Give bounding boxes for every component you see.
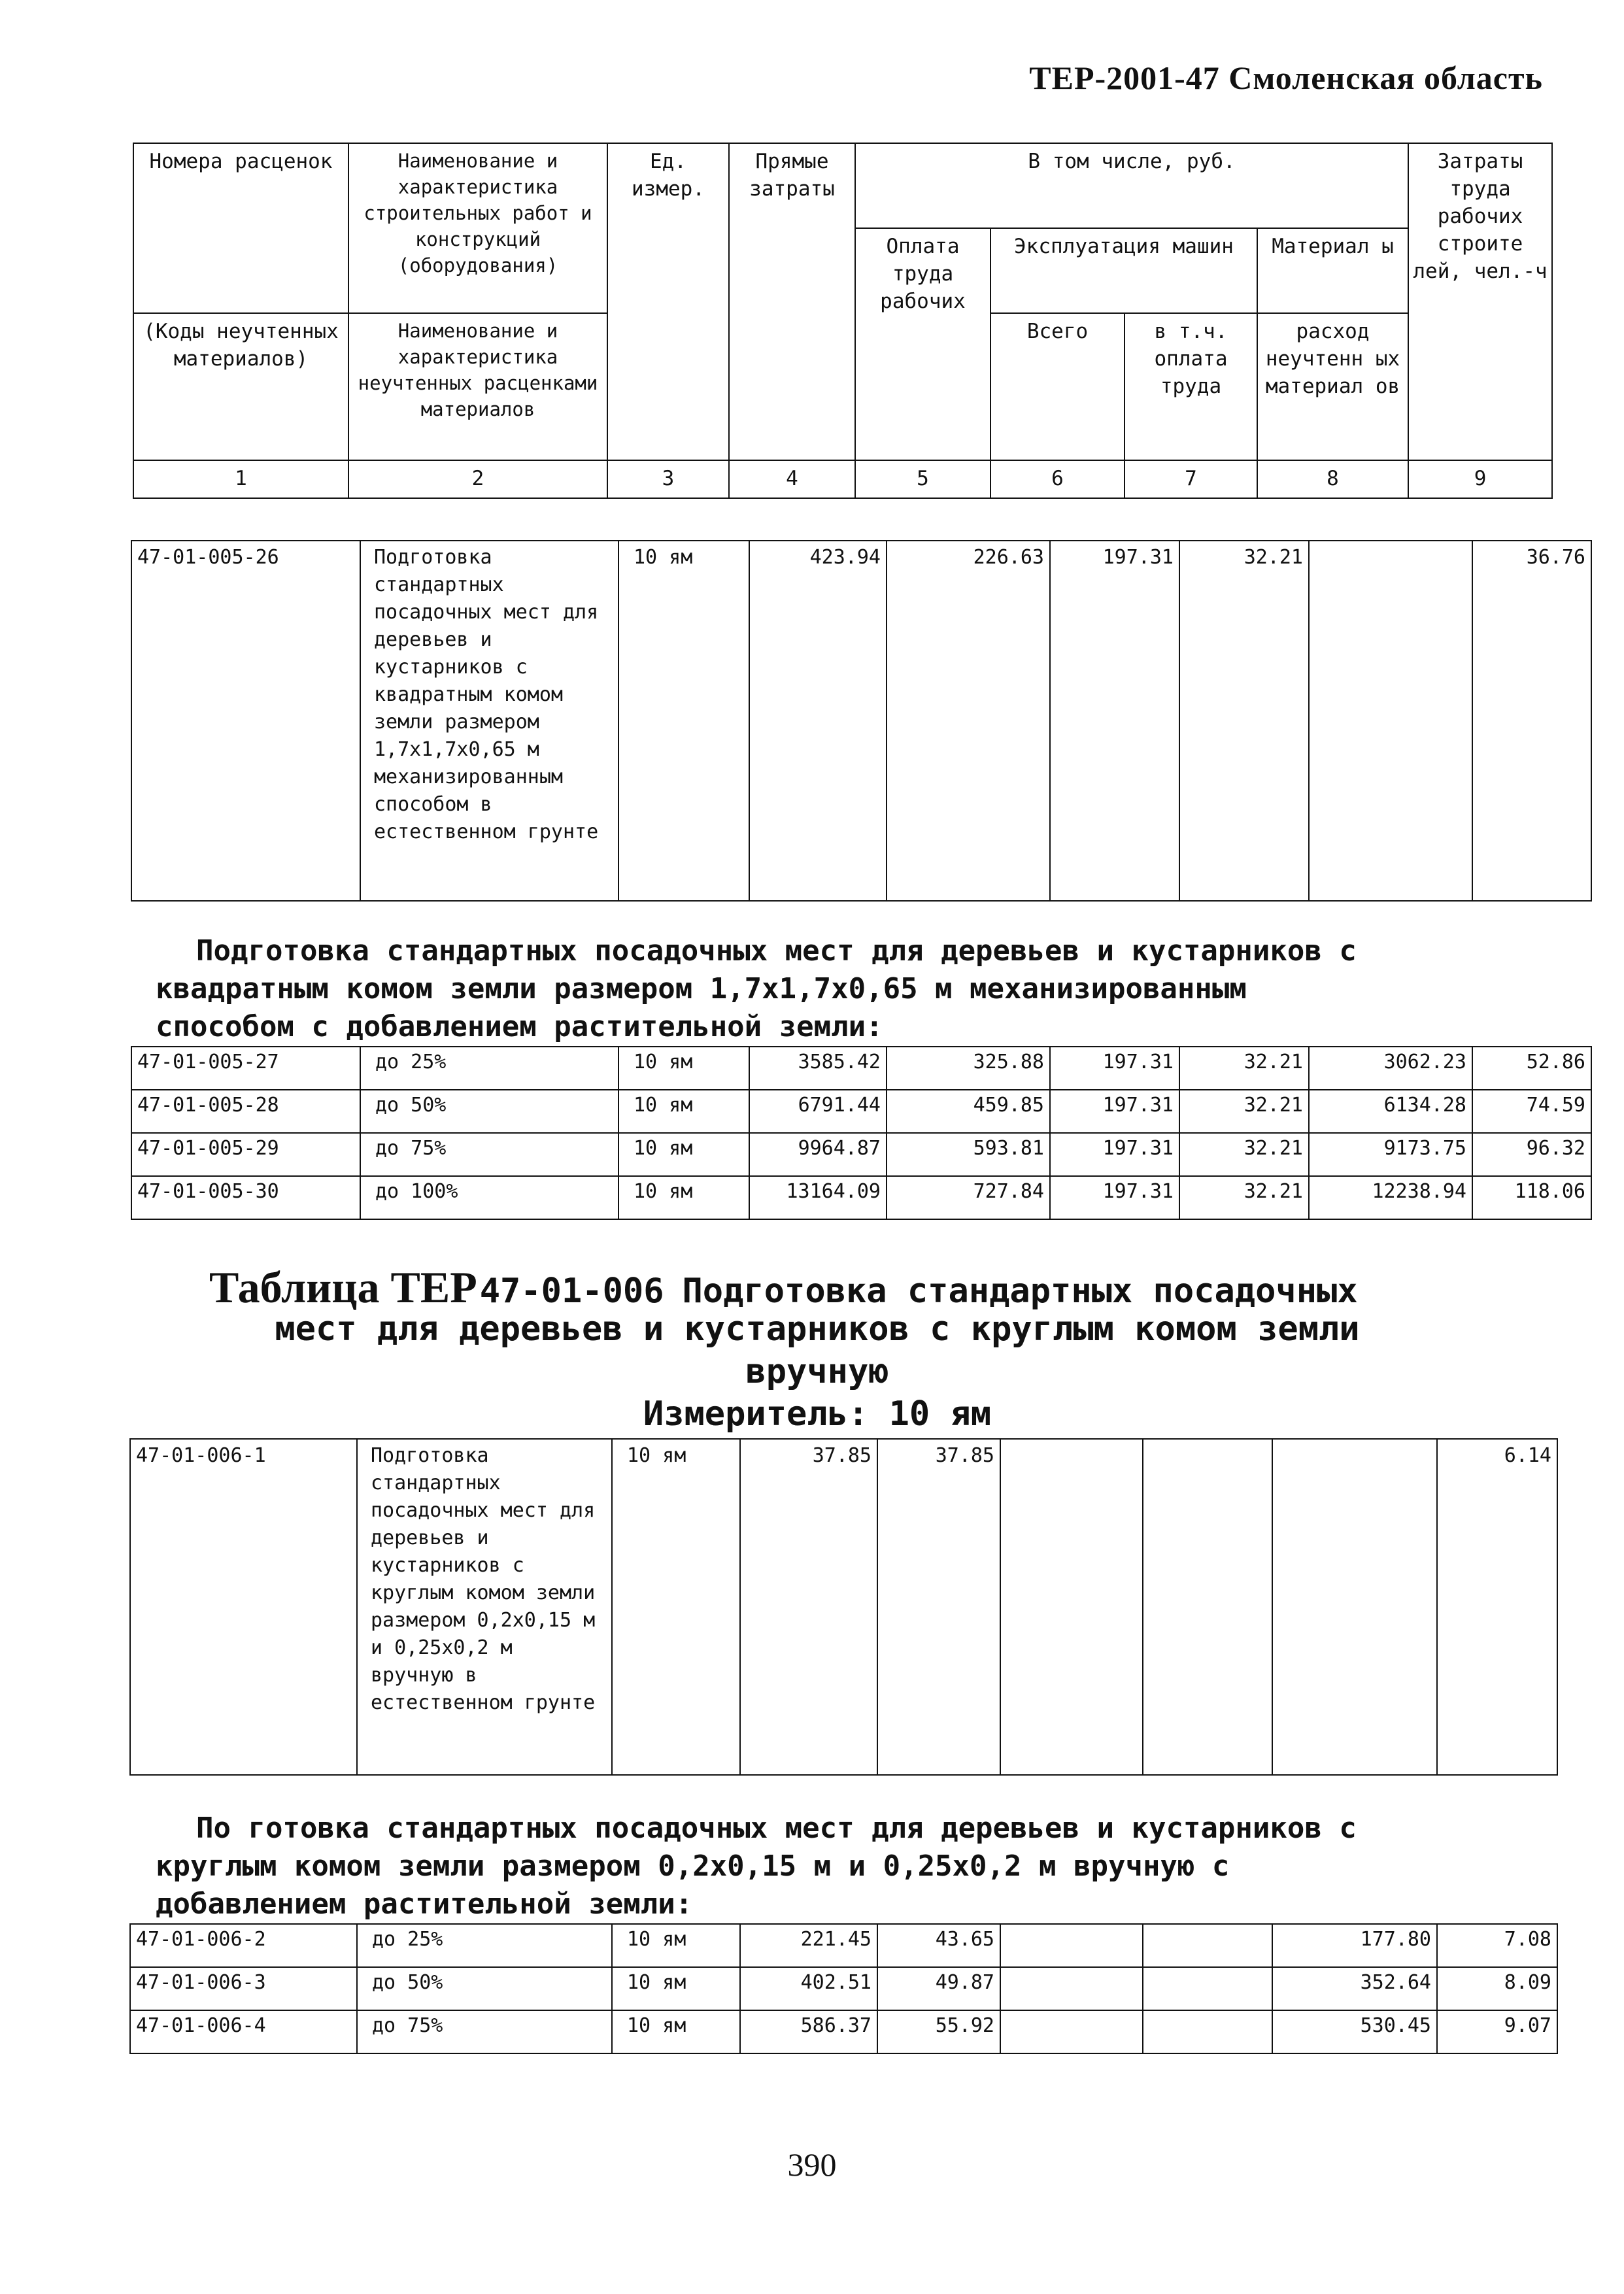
row-machines: 197.31 bbox=[1050, 541, 1179, 901]
table-meter: Измеритель: 10 ям bbox=[643, 1394, 992, 1434]
table-row bbox=[131, 541, 1591, 901]
row-code: 47-01-005-26 bbox=[131, 541, 360, 901]
header-materials: Материал ы bbox=[1257, 228, 1408, 313]
row-materials bbox=[1309, 541, 1472, 901]
row-machines bbox=[1000, 2010, 1143, 2053]
row-materials: 3062.23 bbox=[1309, 1047, 1472, 1090]
section-text-1-line-3: способом с добавлением растительной земли: bbox=[156, 1010, 883, 1043]
table-row bbox=[131, 1047, 1591, 1090]
table-005-26 bbox=[131, 540, 1592, 902]
row-materials bbox=[1272, 1439, 1437, 1775]
col-num-1: 1 bbox=[133, 460, 348, 498]
header-labor-hours: Затраты труда рабочих строите лей, чел.-ч bbox=[1408, 143, 1552, 460]
header-machines-total: Всего bbox=[990, 313, 1125, 460]
row-machines bbox=[1000, 1439, 1143, 1775]
row-unit: 10 ям bbox=[618, 1176, 749, 1219]
row-labor: 325.88 bbox=[887, 1047, 1050, 1090]
row-labor: 593.81 bbox=[887, 1133, 1050, 1176]
row-description: Подготовка стандартных посадочных мест для деревьев и кустарников с круглым комом земли размером 0,2х0,15 м и 0,25х0,2 м вручную в естественном грунте bbox=[357, 1439, 612, 1775]
table-row bbox=[130, 1967, 1557, 2010]
row-machines-labor bbox=[1143, 1924, 1272, 1967]
row-machines-labor: 32.21 bbox=[1179, 1133, 1309, 1176]
section-text-2-line-1: По готовка стандартных посадочных мест для деревьев и кустарников с bbox=[196, 1812, 1357, 1845]
row-direct: 3585.42 bbox=[749, 1047, 887, 1090]
row-description: до 50% bbox=[357, 1967, 612, 2010]
row-code: 47-01-005-29 bbox=[131, 1133, 360, 1176]
row-code: 47-01-005-30 bbox=[131, 1176, 360, 1219]
row-direct: 9964.87 bbox=[749, 1133, 887, 1176]
row-unit: 10 ям bbox=[618, 541, 749, 901]
row-labor-hours: 9.07 bbox=[1437, 2010, 1557, 2053]
row-direct: 586.37 bbox=[740, 2010, 877, 2053]
row-labor: 49.87 bbox=[877, 1967, 1000, 2010]
row-materials: 12238.94 bbox=[1309, 1176, 1472, 1219]
row-labor-hours: 7.08 bbox=[1437, 1924, 1557, 1967]
row-unit: 10 ям bbox=[612, 2010, 740, 2053]
row-machines-labor bbox=[1143, 2010, 1272, 2053]
row-description: до 75% bbox=[357, 2010, 612, 2053]
table-row bbox=[130, 2010, 1557, 2053]
row-labor: 43.65 bbox=[877, 1924, 1000, 1967]
row-description: до 100% bbox=[360, 1176, 618, 1219]
column-header-table bbox=[133, 143, 1553, 499]
row-code: 47-01-006-3 bbox=[130, 1967, 357, 2010]
row-machines: 197.31 bbox=[1050, 1133, 1179, 1176]
row-direct: 402.51 bbox=[740, 1967, 877, 2010]
row-unit: 10 ям bbox=[618, 1133, 749, 1176]
row-machines-labor: 32.21 bbox=[1179, 1090, 1309, 1133]
row-materials: 530.45 bbox=[1272, 2010, 1437, 2053]
row-machines-labor: 32.21 bbox=[1179, 1047, 1309, 1090]
row-materials: 352.64 bbox=[1272, 1967, 1437, 2010]
section-text-1-line-1: Подготовка стандартных посадочных мест для деревьев и кустарников с bbox=[196, 934, 1357, 968]
col-num-4: 4 bbox=[729, 460, 855, 498]
table-title-line-3: вручную bbox=[745, 1352, 889, 1391]
table-title-text: Подготовка стандартных посадочных bbox=[682, 1272, 1358, 1311]
table-row bbox=[131, 1090, 1591, 1133]
row-direct: 221.45 bbox=[740, 1924, 877, 1967]
row-machines bbox=[1000, 1967, 1143, 2010]
table-005-additions bbox=[131, 1046, 1592, 1220]
row-direct: 13164.09 bbox=[749, 1176, 887, 1219]
section-text-2-line-3: добавлением растительной земли: bbox=[156, 1887, 693, 1921]
header-labor-pay: Оплата труда рабочих bbox=[855, 228, 990, 460]
table-row bbox=[130, 1439, 1557, 1775]
row-direct: 37.85 bbox=[740, 1439, 877, 1775]
row-direct: 6791.44 bbox=[749, 1090, 887, 1133]
section-text-1-line-2: квадратным комом земли размером 1,7х1,7х0,65 м механизированным bbox=[156, 972, 1247, 1005]
col-num-3: 3 bbox=[607, 460, 729, 498]
table-006-1 bbox=[129, 1438, 1558, 1776]
page-number: 390 bbox=[787, 2146, 837, 2183]
row-code: 47-01-006-1 bbox=[130, 1439, 357, 1775]
header-name: Наименование и характеристика строительных работ и конструкций (оборудования) bbox=[348, 143, 607, 313]
col-num-9: 9 bbox=[1408, 460, 1552, 498]
table-title-code: 47-01-006 bbox=[479, 1272, 664, 1311]
row-materials: 9173.75 bbox=[1309, 1133, 1472, 1176]
row-labor: 226.63 bbox=[887, 541, 1050, 901]
row-description: до 25% bbox=[360, 1047, 618, 1090]
row-description: до 25% bbox=[357, 1924, 612, 1967]
row-labor: 727.84 bbox=[887, 1176, 1050, 1219]
row-labor-hours: 74.59 bbox=[1472, 1090, 1591, 1133]
header-code: Номера расценок bbox=[133, 143, 348, 313]
row-unit: 10 ям bbox=[612, 1439, 740, 1775]
header-machines-labor: в т.ч. оплата труда bbox=[1125, 313, 1257, 460]
row-direct: 423.94 bbox=[749, 541, 887, 901]
header-machines: Эксплуатация машин bbox=[990, 228, 1257, 313]
row-unit: 10 ям bbox=[612, 1924, 740, 1967]
row-description: до 50% bbox=[360, 1090, 618, 1133]
table-title-line-1 bbox=[209, 1262, 1358, 1313]
header-unaccounted-codes: (Коды неучтенных материалов) bbox=[133, 313, 348, 460]
header-unaccounted-consumption: расход неучтенн ых материал ов bbox=[1257, 313, 1408, 460]
row-machines: 197.31 bbox=[1050, 1090, 1179, 1133]
table-006-additions bbox=[129, 1923, 1558, 2054]
row-machines: 197.31 bbox=[1050, 1047, 1179, 1090]
table-title-prefix: Таблица ТЕР bbox=[209, 1262, 477, 1312]
row-labor-hours: 118.06 bbox=[1472, 1176, 1591, 1219]
table-row bbox=[131, 1176, 1591, 1219]
header-including: В том числе, руб. bbox=[855, 143, 1408, 228]
row-description: Подготовка стандартных посадочных мест для деревьев и кустарников с квадратным комом земли размером 1,7х1,7х0,65 м механизированным способом в естественном грунте bbox=[360, 541, 618, 901]
row-unit: 10 ям bbox=[612, 1967, 740, 2010]
row-machines-labor: 32.21 bbox=[1179, 1176, 1309, 1219]
table-row bbox=[131, 1133, 1591, 1176]
row-machines: 197.31 bbox=[1050, 1176, 1179, 1219]
row-labor: 37.85 bbox=[877, 1439, 1000, 1775]
col-num-5: 5 bbox=[855, 460, 990, 498]
row-code: 47-01-006-2 bbox=[130, 1924, 357, 1967]
row-code: 47-01-006-4 bbox=[130, 2010, 357, 2053]
section-text-2-line-2: круглым комом земли размером 0,2х0,15 м и 0,25х0,2 м вручную с bbox=[156, 1849, 1230, 1883]
header-unaccounted-names: Наименование и характеристика неучтенных расценками материалов bbox=[348, 313, 607, 460]
row-labor-hours: 36.76 bbox=[1472, 541, 1591, 901]
row-machines-labor bbox=[1143, 1967, 1272, 2010]
table-row bbox=[130, 1924, 1557, 1967]
col-num-2: 2 bbox=[348, 460, 607, 498]
row-labor-hours: 52.86 bbox=[1472, 1047, 1591, 1090]
page-header-title: ТЕР-2001-47 Смоленская область bbox=[1029, 59, 1543, 96]
row-materials: 6134.28 bbox=[1309, 1090, 1472, 1133]
row-code: 47-01-005-28 bbox=[131, 1090, 360, 1133]
row-materials: 177.80 bbox=[1272, 1924, 1437, 1967]
row-labor-hours: 96.32 bbox=[1472, 1133, 1591, 1176]
row-machines-labor bbox=[1143, 1439, 1272, 1775]
row-machines-labor: 32.21 bbox=[1179, 541, 1309, 901]
row-labor: 55.92 bbox=[877, 2010, 1000, 2053]
row-labor-hours: 6.14 bbox=[1437, 1439, 1557, 1775]
row-description: до 75% bbox=[360, 1133, 618, 1176]
row-labor-hours: 8.09 bbox=[1437, 1967, 1557, 2010]
col-num-8: 8 bbox=[1257, 460, 1408, 498]
col-num-7: 7 bbox=[1125, 460, 1257, 498]
row-unit: 10 ям bbox=[618, 1047, 749, 1090]
col-num-6: 6 bbox=[990, 460, 1125, 498]
table-title-line-2: мест для деревьев и кустарников с круглым комом земли bbox=[275, 1309, 1360, 1349]
row-unit: 10 ям bbox=[618, 1090, 749, 1133]
row-machines bbox=[1000, 1924, 1143, 1967]
header-unit: Ед. измер. bbox=[607, 143, 729, 460]
header-direct-costs: Прямые затраты bbox=[729, 143, 855, 460]
row-labor: 459.85 bbox=[887, 1090, 1050, 1133]
row-code: 47-01-005-27 bbox=[131, 1047, 360, 1090]
